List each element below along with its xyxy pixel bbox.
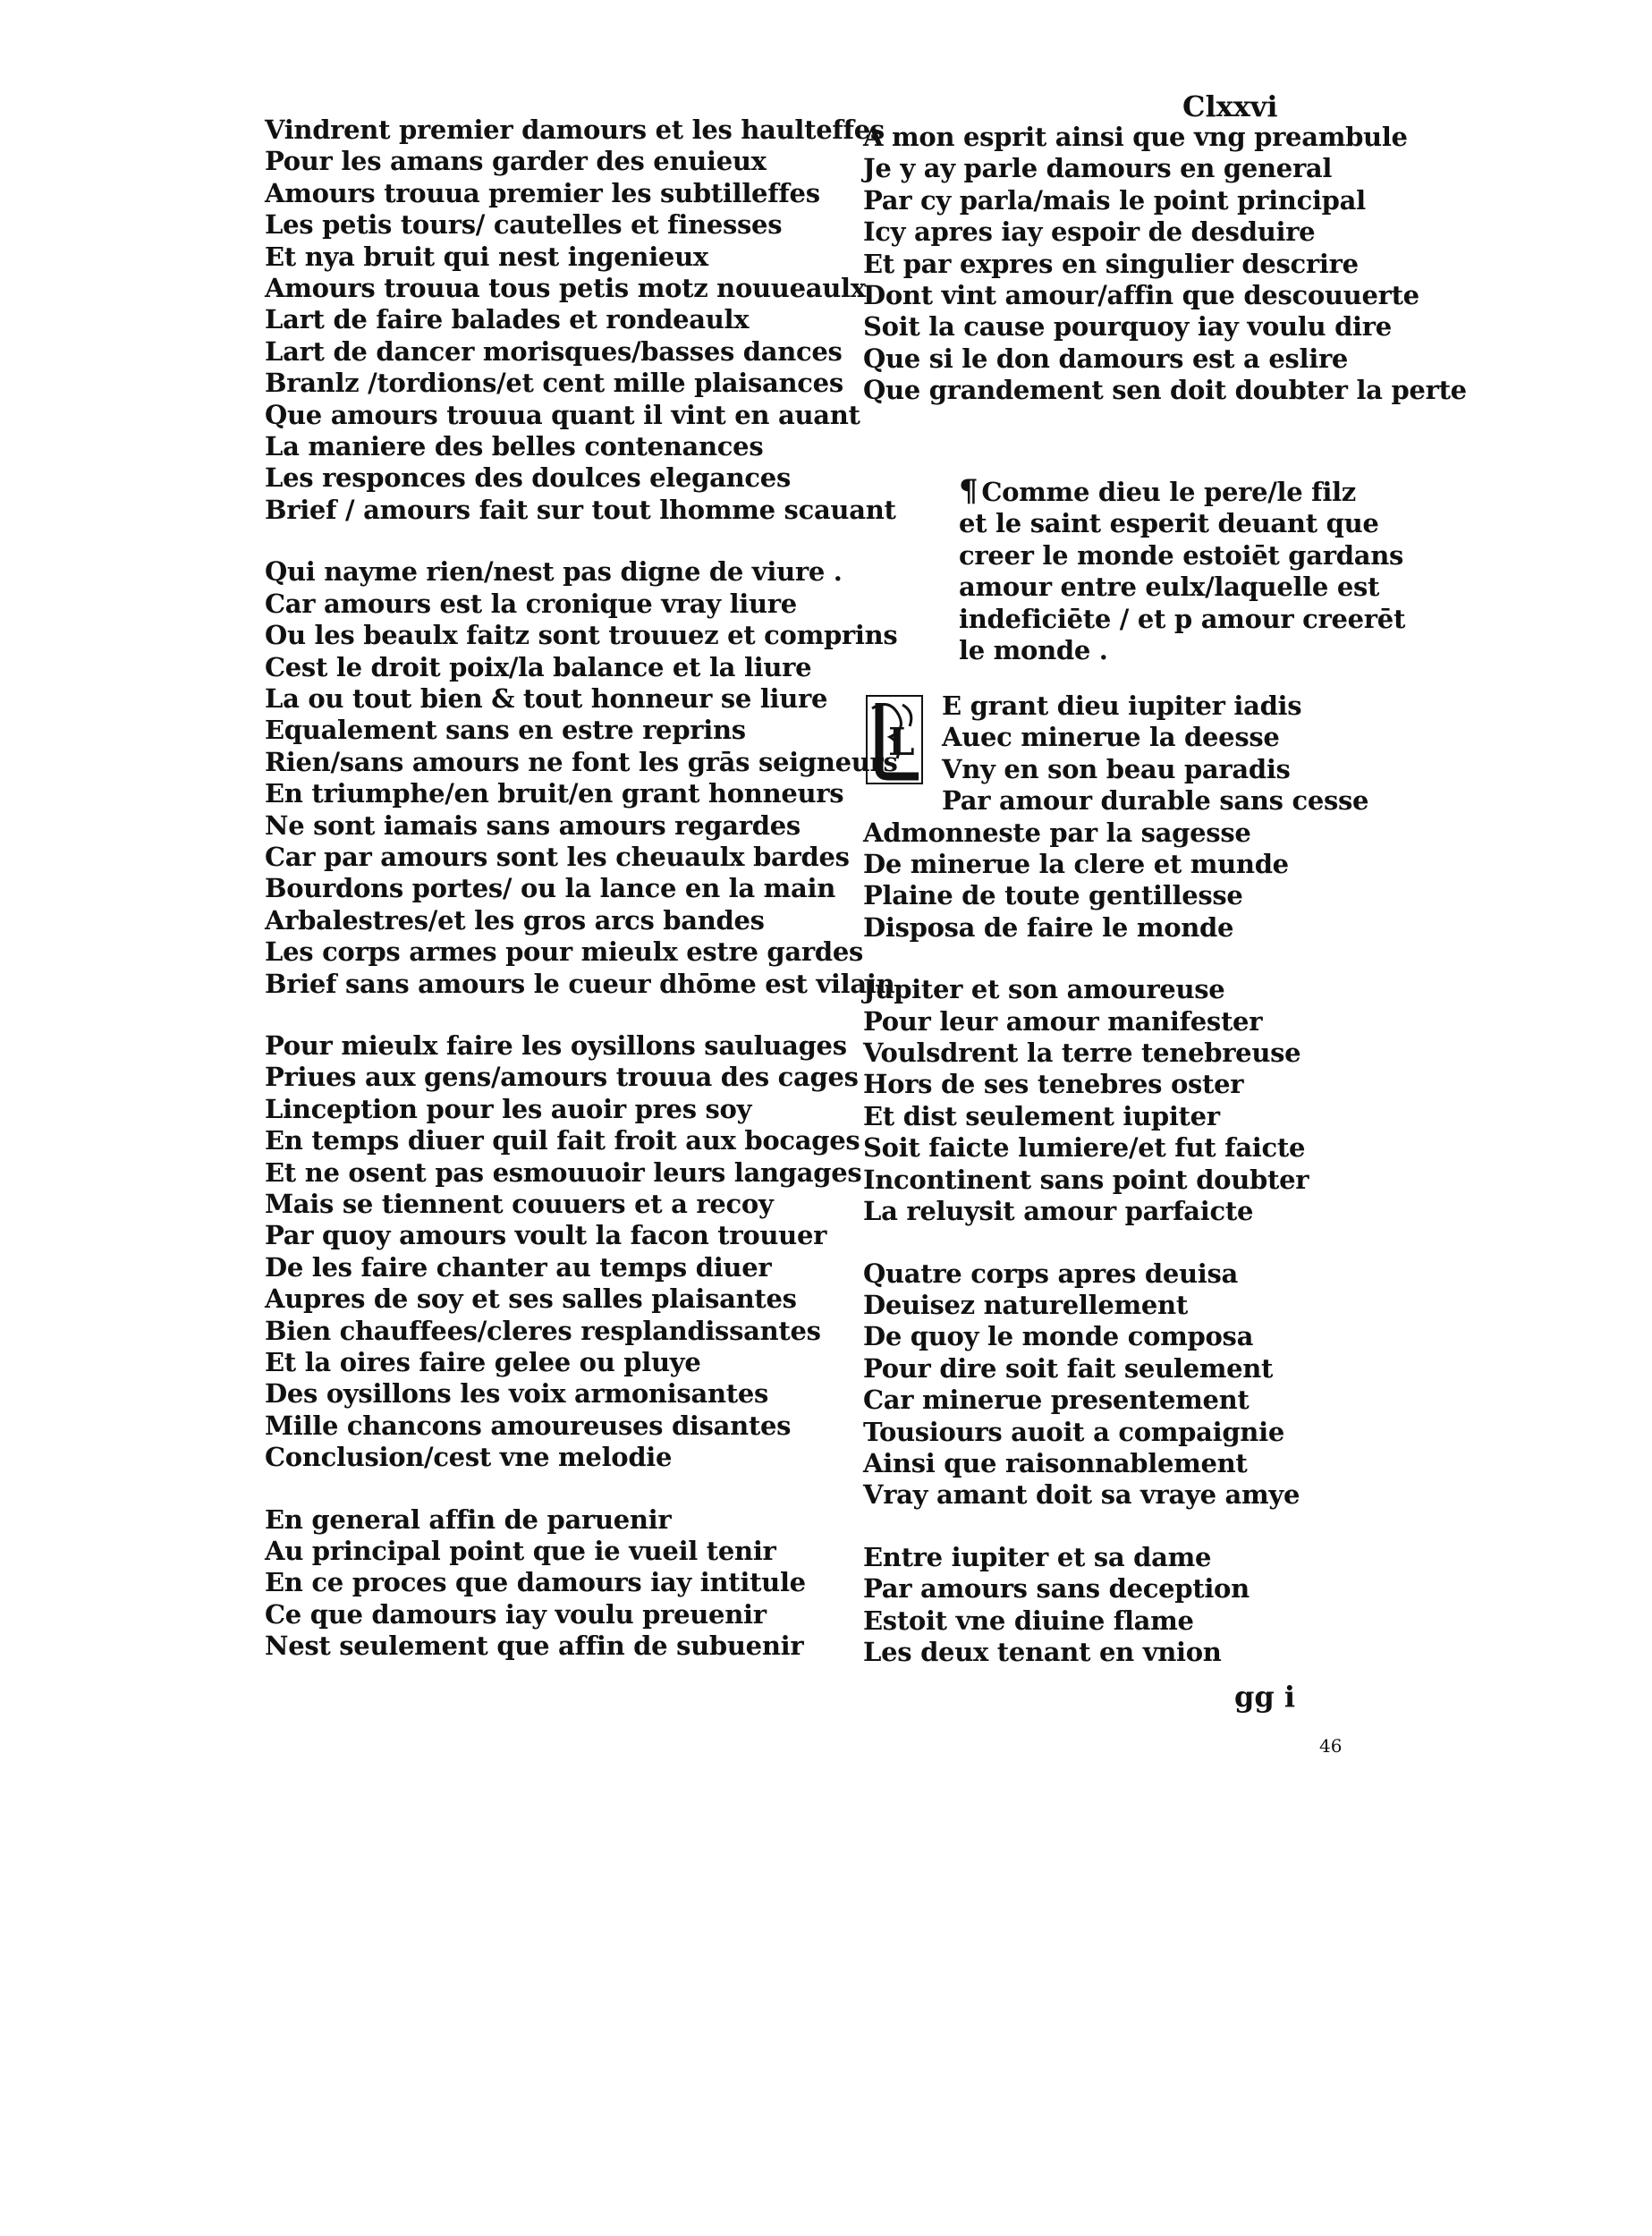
verse-line: Tousiours auoit a compaignie — [863, 1416, 1284, 1447]
verse-line: Incontinent sans point doubter — [863, 1164, 1309, 1195]
page-number: 46 — [1319, 1735, 1343, 1757]
verse-line: Branlz /tordions/et cent mille plaisances — [265, 368, 843, 399]
stanza — [265, 556, 898, 1000]
verse-line: Soit faicte lumiere/et fut faicte — [863, 1132, 1306, 1164]
rubric-line: amour entre eulx/laquelle est — [959, 572, 1380, 603]
verse-line: Ce que damours iay voulu preuenir — [265, 1598, 767, 1630]
verse-line: Et nya bruit qui nest ingenieux — [265, 241, 708, 272]
rubric-line: creer le monde estoiēt gardans — [959, 539, 1404, 571]
verse-line: Par amour durable sans cesse — [942, 785, 1369, 817]
verse-line: Par cy parla/mais le point principal — [863, 184, 1366, 216]
folio-number: Clxxvi — [1182, 89, 1278, 123]
verse-line: Par quoy amours voult la facon trouuer — [265, 1220, 827, 1251]
verse-line: Pour mieulx faire les oysillons sauluages — [265, 1029, 847, 1061]
verse-line: Cest le droit poix/la balance et la liure — [265, 651, 812, 682]
verse-line: Nest seulement que affin de subuenir — [265, 1630, 804, 1662]
stanza — [265, 1029, 862, 1474]
verse-line: Priues aux gens/amours trouua des cages — [265, 1062, 859, 1093]
verse-line: Ainsi que raisonnablement — [863, 1447, 1248, 1478]
stanza — [863, 1542, 1418, 1669]
verse-line: Icy apres iay espoir de desduire — [863, 216, 1316, 248]
verse-line: Lart de faire balades et rondeaulx — [265, 304, 750, 335]
rubric-line: indeficiēte / et p amour creerēt — [959, 603, 1406, 634]
verse-line: Entre iupiter et sa dame — [863, 1541, 1212, 1572]
stanza — [863, 974, 1418, 1227]
verse-line: La reluysit amour parfaicte — [863, 1196, 1254, 1227]
verse-line: Linception pour les auoir pres soy — [265, 1093, 752, 1124]
verse-line: Que si le don damours est a eslire — [863, 343, 1349, 374]
verse-line: Et par expres en singulier descrire — [863, 248, 1359, 279]
verse-line: Mille chancons amoureuses disantes — [265, 1410, 792, 1441]
verse-line: Brief / amours fait sur tout lhomme scauant — [265, 494, 896, 525]
verse-line: Jupiter et son amoureuse — [863, 974, 1225, 1005]
signature-mark: gg i — [1234, 1680, 1296, 1714]
verse-line: Ou les beaulx faitz sont trouuez et comprins — [265, 620, 898, 651]
verse-line: De minerue la clere et munde — [863, 849, 1289, 880]
verse-line: La ou tout bien & tout honneur se liure — [265, 682, 828, 714]
verse-line: Arbalestres/et les gros arcs bandes — [265, 904, 765, 936]
rubric-line: le monde . — [959, 635, 1108, 666]
verse-line: Aupres de soy et ses salles plaisantes — [265, 1283, 797, 1315]
verse-line: Je y ay parle damours en general — [863, 153, 1333, 184]
verse-line: Vray amant doit sa vraye amye — [863, 1479, 1300, 1511]
verse-line: La maniere des belles contenances — [265, 431, 764, 462]
verse-line: Qui nayme rien/nest pas digne de viure . — [265, 556, 843, 588]
verse-line: Soit la cause pourquoy iay voulu dire — [863, 311, 1392, 343]
stanza — [863, 1258, 1418, 1512]
verse-line: Deuisez naturellement — [863, 1289, 1188, 1320]
verse-line: Des oysillons les voix armonisantes — [265, 1378, 769, 1410]
verse-line: Hors de ses tenebres oster — [863, 1069, 1244, 1100]
verse-line: Car minerue presentement — [863, 1385, 1250, 1416]
pilcrow-icon: ¶ — [959, 473, 978, 509]
verse-line: Les petis tours/ cautelles et finesses — [265, 209, 783, 241]
verse-line: Estoit vne diuine flame — [863, 1605, 1194, 1636]
verse-line: De les faire chanter au temps diuer — [265, 1251, 772, 1283]
left-column — [265, 114, 898, 1693]
verse-line: Amours trouua premier les subtilleffes — [265, 177, 820, 208]
verse-line: Car amours est la cronique vray liure — [265, 588, 797, 619]
rubric-line — [959, 473, 1370, 509]
right-column-poem — [863, 690, 1418, 1698]
stanza — [265, 1504, 837, 1663]
verse-line: Mais se tiennent couuers et a recoy — [265, 1189, 774, 1219]
rubric-text: Comme dieu le pere/le filz — [981, 477, 1356, 507]
verse-line: Disposa de faire le monde — [863, 911, 1234, 943]
verse-line: Dont vint amour/affin que descouuerte — [863, 280, 1419, 311]
verse-line: Que amours trouua quant il vint en auant — [265, 399, 860, 430]
verse-line: Que grandement sen doit doubter la perte — [863, 375, 1467, 406]
verse-line: Bien chauffees/cleres resplandissantes — [265, 1315, 821, 1346]
verse-line: Et la oires faire gelee ou pluye — [265, 1347, 701, 1378]
stanza — [863, 122, 1467, 407]
verse-line: Plaine de toute gentillesse — [863, 880, 1243, 911]
verse-line: Pour dire soit fait seulement — [863, 1352, 1274, 1384]
verse-line: En general affin de paruenir — [265, 1503, 672, 1535]
verse-line: Et dist seulement iupiter — [863, 1100, 1220, 1131]
dropcap-letter: L — [888, 720, 915, 764]
verse-line: Les deux tenant en vnion — [863, 1636, 1222, 1667]
verse-line: Voulsdrent la terre tenebreuse — [863, 1038, 1301, 1069]
verse-line: Bourdons portes/ ou la lance en la main — [265, 873, 836, 904]
verse-line: Admonneste par la sagesse — [863, 817, 1251, 848]
rubric-line: et le saint esperit deuant que — [959, 508, 1379, 539]
verse-line: Equalement sans en estre reprins — [265, 715, 746, 746]
verse-line: Brief sans amours le cueur dhōme est vilain — [265, 968, 895, 999]
right-column-top — [863, 122, 1467, 437]
verse-line: Quatre corps apres deuisa — [863, 1258, 1239, 1289]
verse-line: A mon esprit ainsi que vng preambule — [863, 122, 1408, 152]
verse-line: Par amours sans deception — [863, 1573, 1250, 1605]
verse-line: Amours trouua tous petis motz nouueaulx — [265, 273, 866, 304]
stanza — [863, 690, 1418, 944]
verse-line: Pour leur amour manifester — [863, 1005, 1263, 1037]
verse-line: Les corps armes pour mieulx estre gardes — [265, 936, 863, 968]
verse-line: Rien/sans amours ne font les grās seigneurs — [265, 746, 898, 777]
verse-line: Et ne osent pas esmouuoir leurs langages — [265, 1156, 862, 1188]
verse-line: Auec minerue la deesse — [942, 722, 1280, 753]
stanza — [265, 114, 896, 526]
verse-line: Vindrent premier damours et les haulteffes — [265, 114, 885, 145]
verse-line: E grant dieu iupiter iadis — [942, 690, 1302, 721]
verse-line: Pour les amans garder des enuieux — [265, 146, 767, 177]
verse-line: Ne sont iamais sans amours regardes — [265, 809, 801, 841]
verse-line: Les responces des doulces elegances — [265, 462, 791, 494]
verse-line: En ce proces que damours iay intitule — [265, 1567, 806, 1598]
verse-line: En temps diuer quil fait froit aux bocages — [265, 1125, 860, 1156]
verse-line: Lart de dancer morisques/basses dances — [265, 335, 843, 367]
rubric — [959, 473, 1406, 666]
verse-line: Conclusion/cest vne melodie — [265, 1442, 673, 1473]
verse-line: Au principal point que ie vueil tenir — [265, 1536, 776, 1567]
verse-line: Vny en son beau paradis — [942, 753, 1291, 784]
verse-line: Car par amours sont les cheuaulx bardes — [265, 841, 850, 872]
verse-line: En triumphe/en bruit/en grant honneurs — [265, 778, 844, 809]
verse-line: De quoy le monde composa — [863, 1321, 1254, 1352]
